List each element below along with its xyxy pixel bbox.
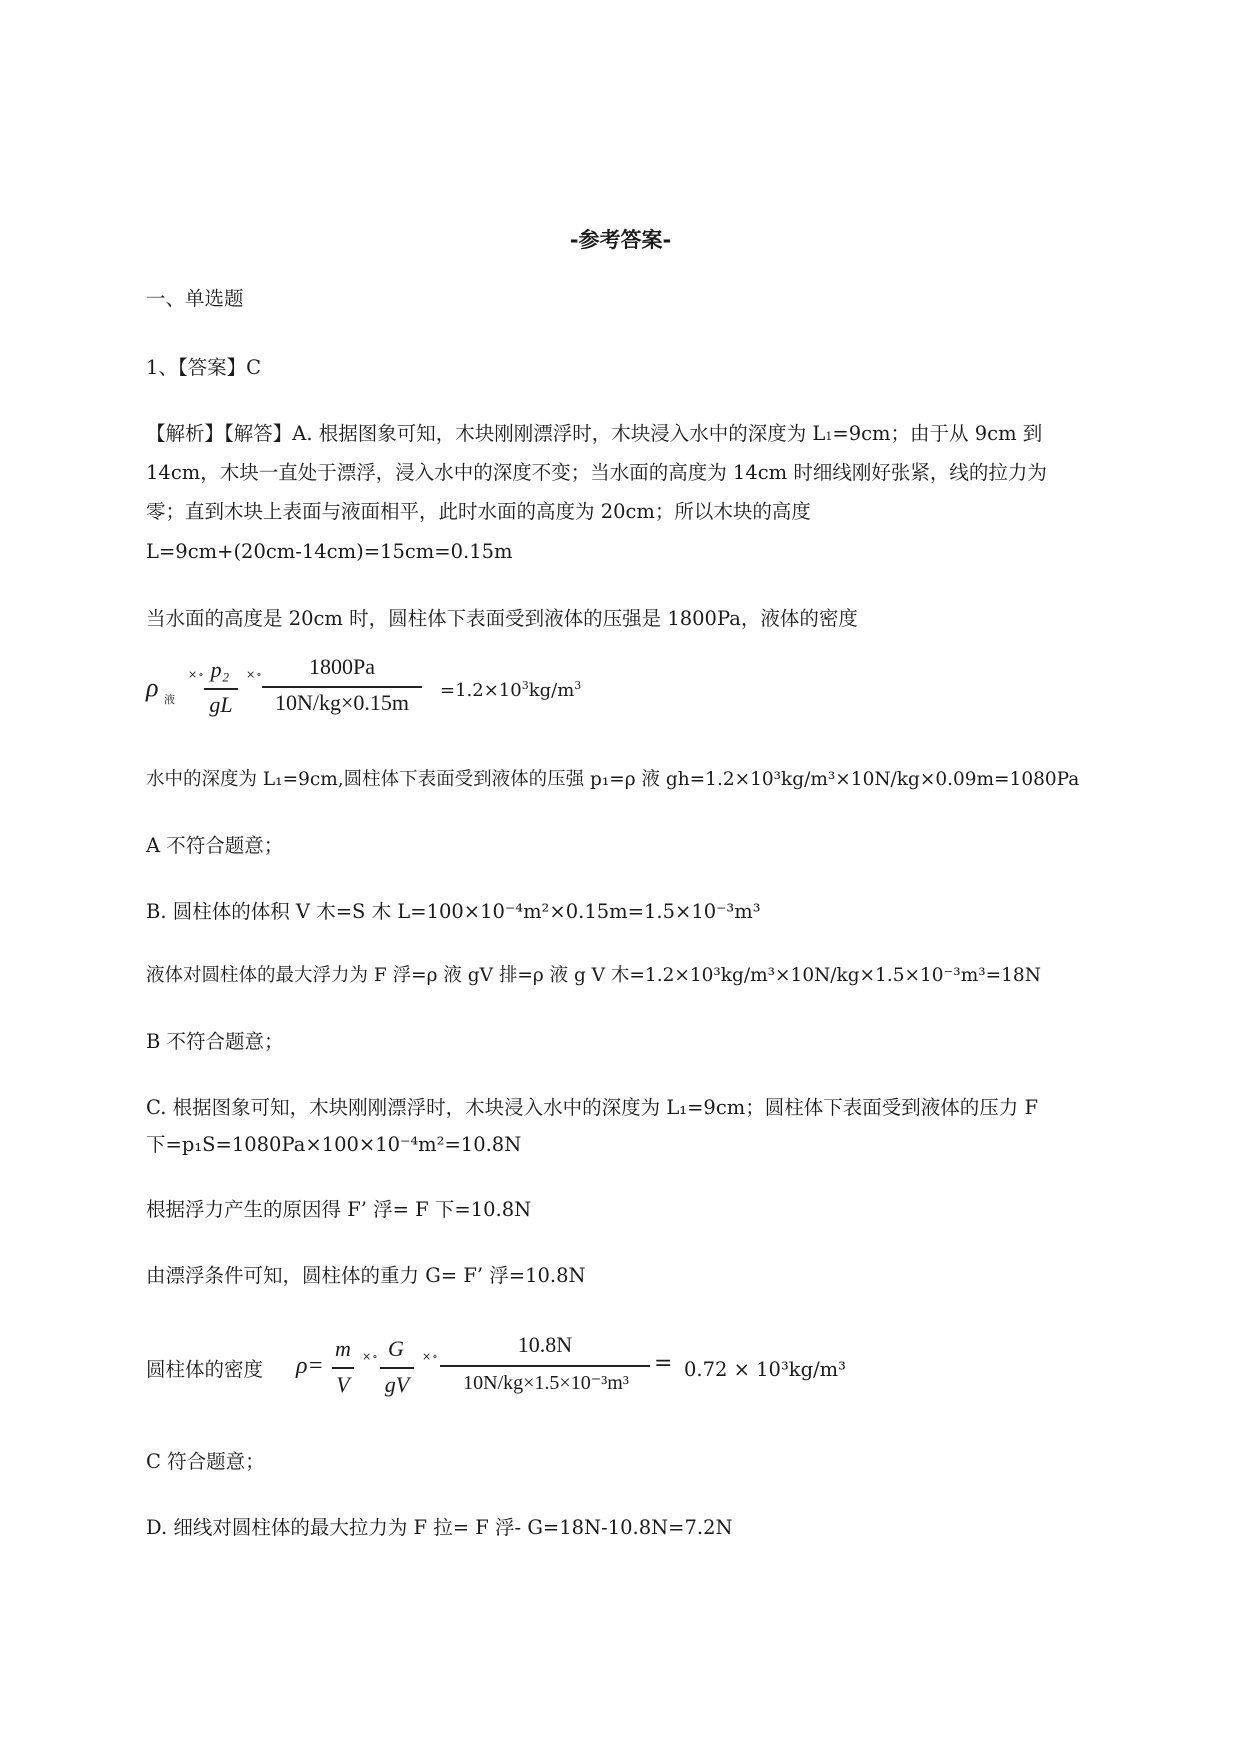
analysis-line-4: L=9cm+(20cm-14cm)=15cm=0.15m xyxy=(146,540,513,563)
fraction-bar xyxy=(380,1367,414,1369)
analysis-line-5: 当水面的高度是 20cm 时，圆柱体下表面受到液体的压强是 1800Pa，液体的密度 xyxy=(146,607,858,630)
line-a1: 水中的深度为 L₁=9cm,圆柱体下表面受到液体的压强 p₁=ρ 液 gh=1.2×10³kg/m³×10N/kg×0.09m=1080Pa xyxy=(146,769,1080,790)
line-c4: 由漂浮条件可知，圆柱体的重力 G= F’ 浮=10.8N xyxy=(146,1264,586,1287)
analysis-line-2: 14cm，木块一直处于漂浮，浸入水中的深度不变；当水面的高度为 14cm 时细线刚好张紧，线的拉力为 xyxy=(146,461,1047,484)
line-d1: D. 细线对圆柱体的最大拉力为 F 拉= F 浮- G=18N-10.8N=7.2N xyxy=(146,1516,733,1539)
analysis-line-1: 【解析】【解答】A. 根据图象可知，木块刚刚漂浮时，木块浸入水中的深度为 L1=9cm；由于从 9cm 到 xyxy=(146,422,1043,445)
line-b3: B 不符合题意； xyxy=(146,1030,284,1053)
line-b2: 液体对圆柱体的最大浮力为 F 浮=ρ 液 gV 排=ρ 液 g V 木=1.2×10³kg/m³×10N/kg×1.5×10⁻³m³=18N xyxy=(146,965,1041,986)
page-title: -参考答案- xyxy=(569,228,672,252)
analysis-line-3: 零；直到木块上表面与液面相平，此时水面的高度为 20cm；所以木块的高度 xyxy=(146,500,811,523)
fraction-bar xyxy=(204,688,238,690)
fraction-bar xyxy=(440,1365,650,1367)
line-c2: 下=p₁S=1080Pa×100×10⁻⁴m²=10.8N xyxy=(146,1133,522,1156)
line-c3: 根据浮力产生的原因得 F’ 浮= F 下=10.8N xyxy=(146,1198,532,1221)
line-c1: C. 根据图象可知，木块刚刚漂浮时，木块浸入水中的深度为 L₁=9cm；圆柱体下表面受到液体的压力 F xyxy=(146,1096,1038,1119)
line-c5: C 符合题意； xyxy=(146,1450,265,1473)
answer-line: 1、【答案】C xyxy=(146,356,262,379)
line-a2: A 不符合题意； xyxy=(146,834,284,857)
section-heading: 一、单选题 xyxy=(146,287,244,310)
fraction-bar xyxy=(332,1367,354,1369)
line-b1: B. 圆柱体的体积 V 木=S 木 L=100×10⁻⁴m²×0.15m=1.5×10⁻³m³ xyxy=(146,900,761,923)
fraction-bar xyxy=(262,686,422,688)
